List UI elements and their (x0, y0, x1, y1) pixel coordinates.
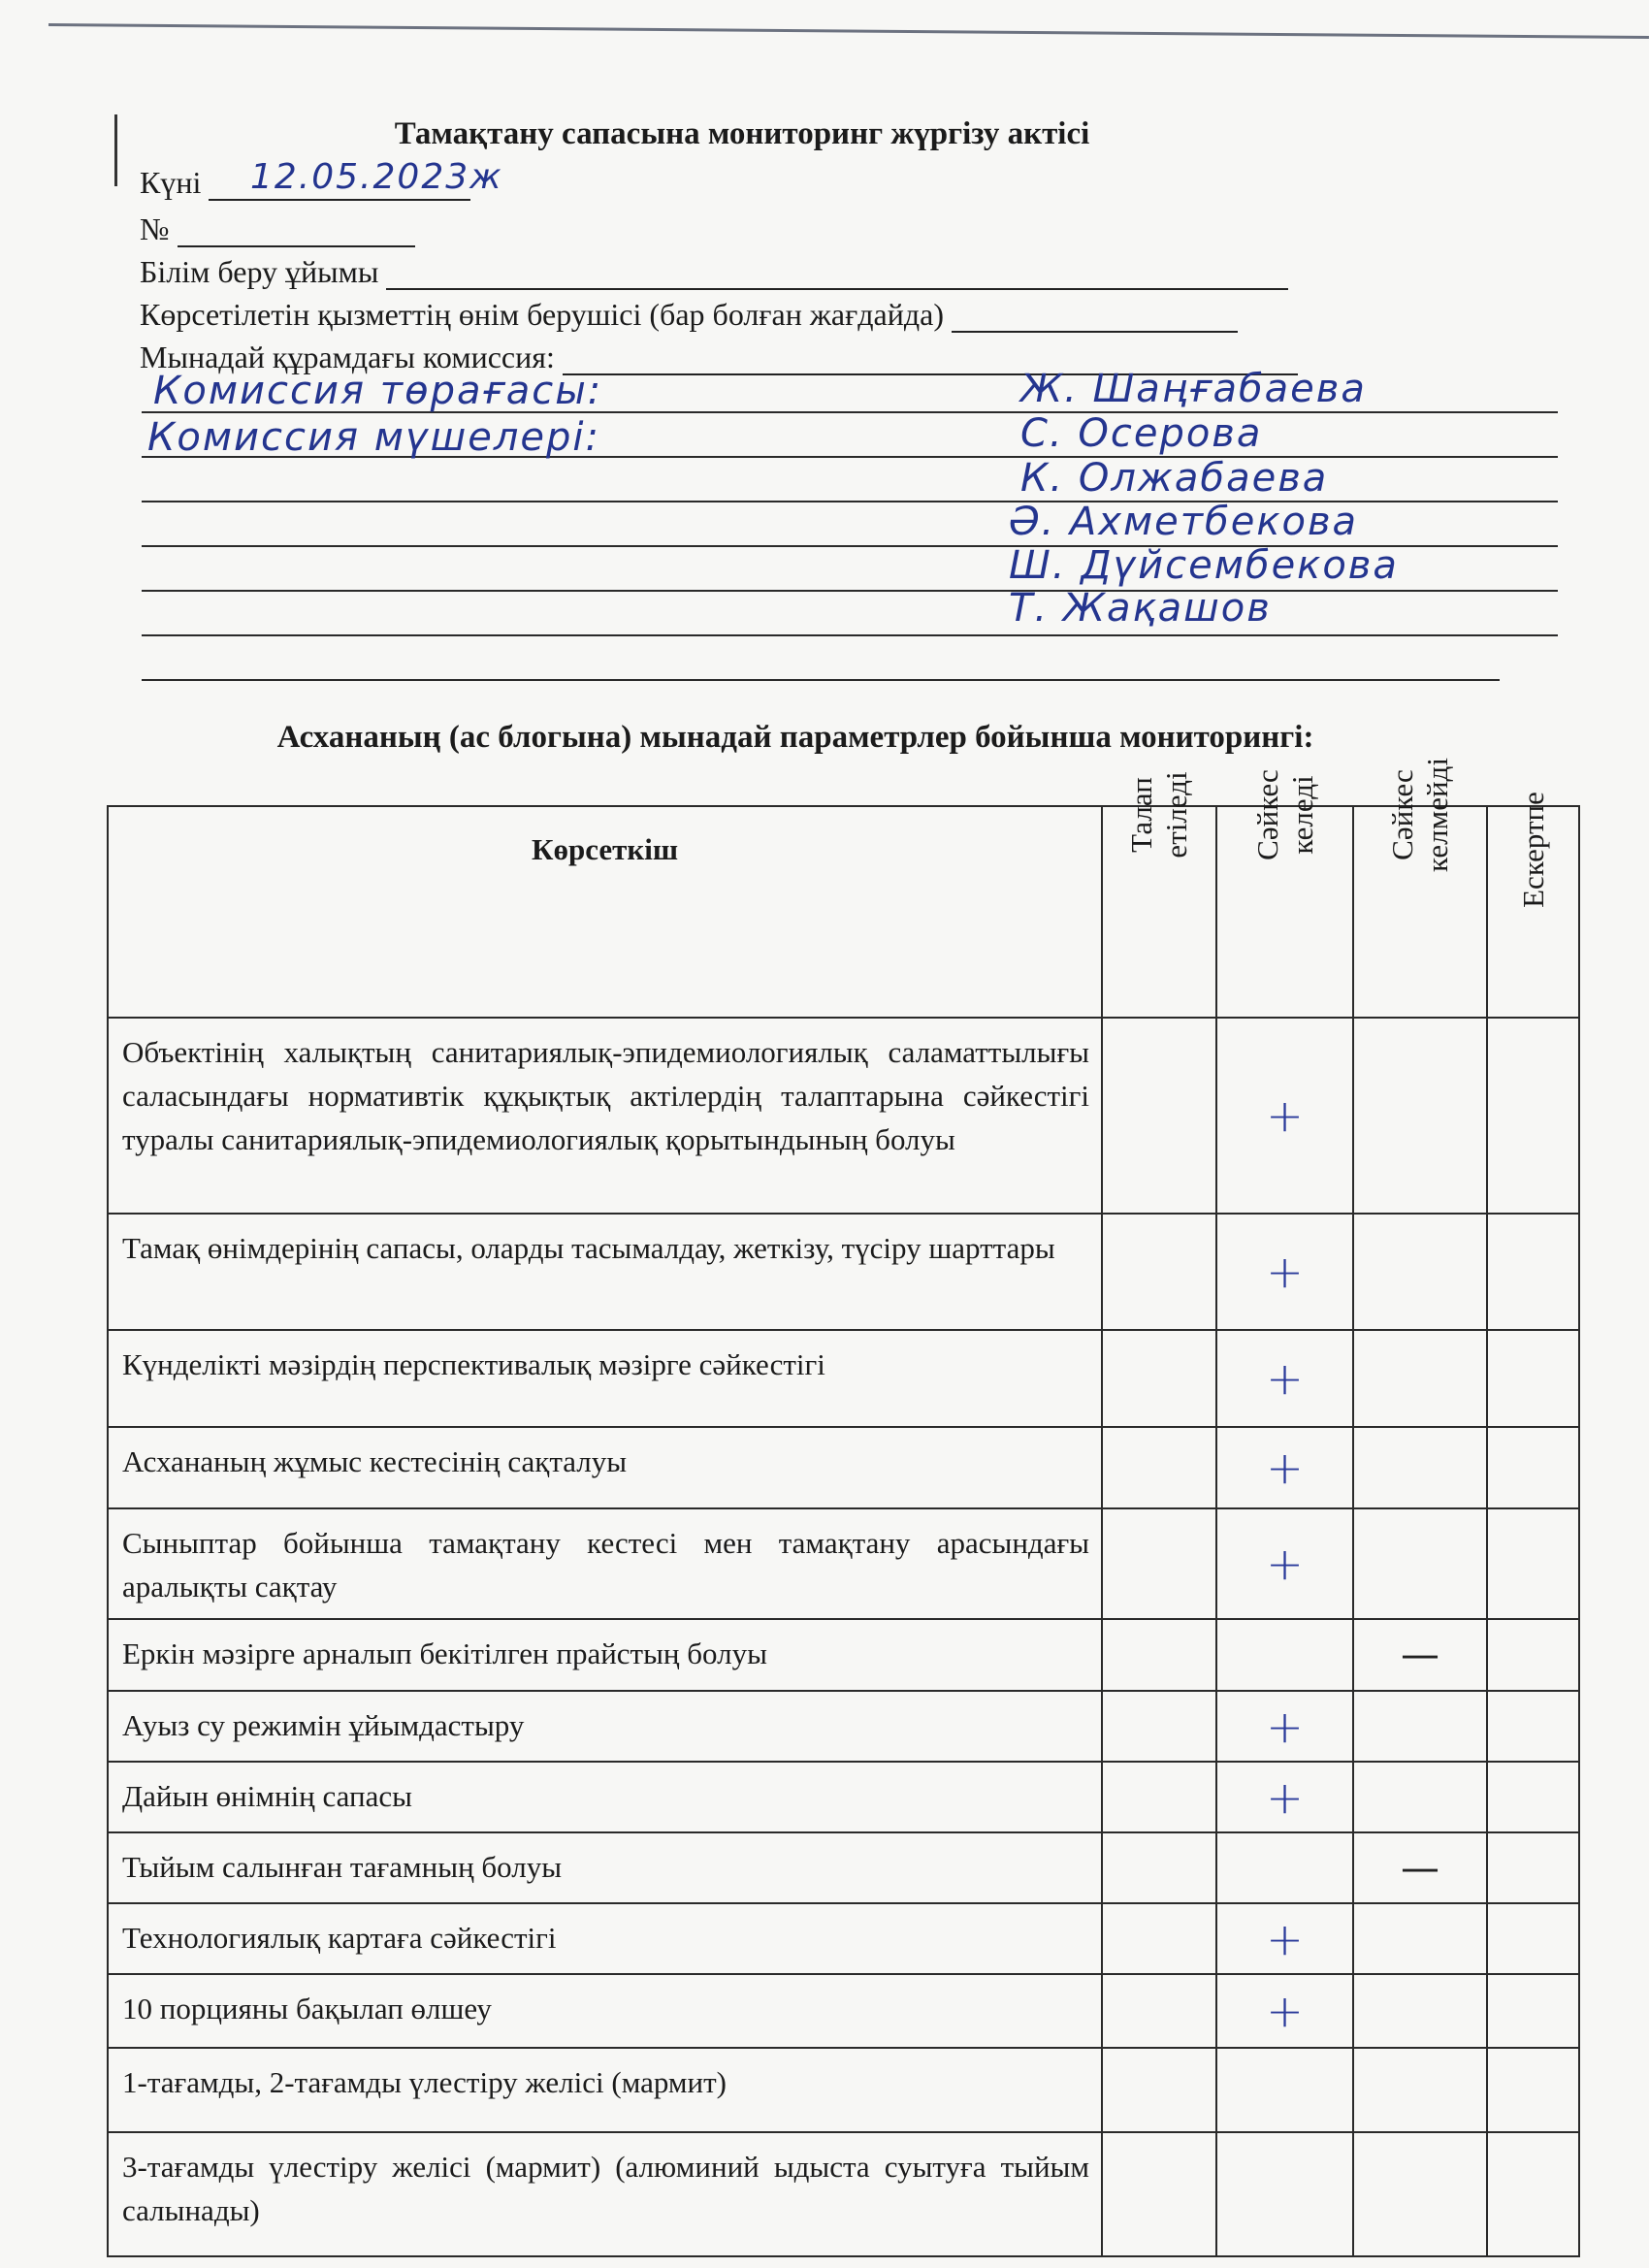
complies-cell (1216, 2132, 1353, 2256)
required-cell (1102, 1974, 1216, 2048)
org-blank (386, 259, 1288, 290)
complies-cell: + (1216, 1903, 1353, 1974)
commission-name-6: Т. Жақашов (1009, 586, 1272, 631)
required-cell (1102, 1903, 1216, 1974)
complies-cell: + (1216, 1018, 1353, 1214)
not-complies-cell (1353, 1427, 1487, 1508)
required-cell (1102, 1832, 1216, 1903)
indicator-text: Технологиялық картаға сәйкестігі (108, 1903, 1102, 1974)
chair-label-handwritten: Комиссия төрағасы: (153, 369, 603, 413)
complies-cell (1216, 1619, 1353, 1691)
table-row (108, 1619, 1579, 1691)
complies-cell (1216, 2048, 1353, 2132)
complies-cell: + (1216, 1762, 1353, 1832)
not-complies-cell (1353, 2048, 1487, 2132)
complies-cell: + (1216, 1691, 1353, 1762)
note-cell (1487, 1619, 1579, 1691)
required-cell (1102, 1427, 1216, 1508)
complies-cell: + (1216, 1974, 1353, 2048)
date-handwritten: 12.05.2023ж (250, 157, 503, 197)
table-row (108, 2132, 1579, 2256)
monitoring-table (107, 758, 1580, 2257)
table-row (108, 1691, 1579, 1762)
required-cell (1102, 1214, 1216, 1330)
commission-rule-5 (142, 590, 1558, 592)
note-cell (1487, 1018, 1579, 1214)
header-not-complies-text: Сәйкес келмейді (1385, 758, 1454, 872)
commission-name-5: Ш. Дүйсембекова (1009, 543, 1399, 588)
indicator-text: 10 порцияны бақылап өлшеу (108, 1974, 1102, 2048)
note-cell (1487, 1427, 1579, 1508)
org-line (140, 254, 1288, 290)
number-line (140, 211, 415, 247)
not-complies-cell: — (1353, 1619, 1487, 1691)
indicator-text: Күнделікті мәзірдің перспективалық мәзірге сәйкестігі (108, 1330, 1102, 1427)
date-label: Күні (140, 165, 202, 200)
header-complies-text: Сәйкес келеді (1249, 769, 1319, 860)
monitoring-subtitle: Асхананың (ас блогына) мынадай параметрлер бойынша мониторингі: (276, 720, 1314, 755)
indicator-text: Объектінің халықтың санитариялық-эпидемиологиялық саламаттылығы саласындағы нормативтік құқықтық актілердің талаптарына сәйкестігі туралы санитариялық-эпидемиологиялық қорытындының болуы (108, 1018, 1102, 1214)
commission-rule-6 (142, 634, 1558, 636)
not-complies-cell (1353, 1330, 1487, 1427)
not-complies-cell (1353, 1018, 1487, 1214)
header-required-text: Талап етіледі (1124, 771, 1193, 859)
complies-cell: + (1216, 1330, 1353, 1427)
indicator-text: Еркін мәзірге арналып бекітілген прайстың болуы (108, 1619, 1102, 1691)
commission-name-1: Ж. Шаңғабаева (1020, 367, 1367, 411)
indicator-text: Сыныптар бойынша тамақтану кестесі мен тамақтану арасындағы аралықты сақтау (108, 1508, 1102, 1619)
table-row (108, 1427, 1579, 1508)
commission-name-4: Ә. Ахметбекова (1009, 500, 1359, 544)
required-cell (1102, 2048, 1216, 2132)
table-row (108, 1974, 1579, 2048)
table-header-row (108, 806, 1579, 1018)
note-cell (1487, 2132, 1579, 2256)
not-complies-cell (1353, 1691, 1487, 1762)
scan-top-edge (48, 23, 1649, 39)
not-complies-cell (1353, 1508, 1487, 1619)
table-row (108, 1508, 1579, 1619)
required-cell (1102, 1018, 1216, 1214)
indicator-text: Тыйым салынған тағамның болуы (108, 1832, 1102, 1903)
required-cell (1102, 1330, 1216, 1427)
number-blank (178, 216, 415, 247)
table-row (108, 1018, 1579, 1214)
indicator-text: Дайын өнімнің сапасы (108, 1762, 1102, 1832)
required-cell (1102, 1508, 1216, 1619)
header-note (1487, 792, 1579, 1018)
not-complies-cell (1353, 1214, 1487, 1330)
indicator-text: 1-тағамды, 2-тағамды үлестіру желісі (мармит) (108, 2048, 1102, 2132)
members-label-handwritten: Комиссия мүшелері: (147, 415, 601, 460)
document-title: Тамақтану сапасына мониторинг жүргізу актісі (394, 116, 1090, 151)
table-row (108, 1903, 1579, 1974)
header-not-complies (1353, 758, 1487, 1018)
commission-name-2: С. Осерова (1020, 411, 1263, 456)
complies-cell: + (1216, 1508, 1353, 1619)
note-cell (1487, 1508, 1579, 1619)
number-label: № (140, 211, 170, 246)
required-cell (1102, 2132, 1216, 2256)
required-cell (1102, 1619, 1216, 1691)
indicator-text: Асхананың жұмыс кестесінің сақталуы (108, 1427, 1102, 1508)
note-cell (1487, 1832, 1579, 1903)
header-complies (1216, 769, 1353, 1018)
commission-name-3: К. Олжабаева (1020, 456, 1329, 501)
required-cell (1102, 1762, 1216, 1832)
indicator-text: Ауыз су режимін ұйымдастыру (108, 1691, 1102, 1762)
org-label: Білім беру ұйымы (140, 254, 379, 289)
note-cell (1487, 1330, 1579, 1427)
header-note-text: Ескертпе (1515, 792, 1550, 908)
not-complies-cell (1353, 2132, 1487, 2256)
table-row (108, 1832, 1579, 1903)
not-complies-cell (1353, 1762, 1487, 1832)
note-cell (1487, 1214, 1579, 1330)
note-cell (1487, 1903, 1579, 1974)
not-complies-cell (1353, 1974, 1487, 2048)
note-cell (1487, 1974, 1579, 2048)
complies-cell (1216, 1832, 1353, 1903)
header-indicator: Көрсеткіш (108, 806, 1102, 1018)
table-row (108, 1762, 1579, 1832)
note-cell (1487, 1762, 1579, 1832)
provider-blank (952, 302, 1238, 333)
provider-label: Көрсетілетін қызметтің өнім берушісі (бар болған жағдайда) (140, 297, 944, 332)
header-required (1102, 771, 1216, 1018)
indicator-text: Тамақ өнімдерінің сапасы, оларды тасымалдау, жеткізу, түсіру шарттары (108, 1214, 1102, 1330)
complies-cell: + (1216, 1214, 1353, 1330)
provider-line (140, 297, 1238, 333)
note-cell (1487, 1691, 1579, 1762)
table-row (108, 2048, 1579, 2132)
not-complies-cell (1353, 1903, 1487, 1974)
table-row (108, 1330, 1579, 1427)
not-complies-cell: — (1353, 1832, 1487, 1903)
table-row (108, 1214, 1579, 1330)
note-cell (1487, 2048, 1579, 2132)
required-cell (1102, 1691, 1216, 1762)
commission-rule-7 (142, 679, 1500, 681)
indicator-text: 3-тағамды үлестіру желісі (мармит) (алюминий ыдыста суытуға тыйым салынады) (108, 2132, 1102, 2256)
commission-label: Мынадай құрамдағы комиссия: (140, 340, 555, 374)
complies-cell: + (1216, 1427, 1353, 1508)
